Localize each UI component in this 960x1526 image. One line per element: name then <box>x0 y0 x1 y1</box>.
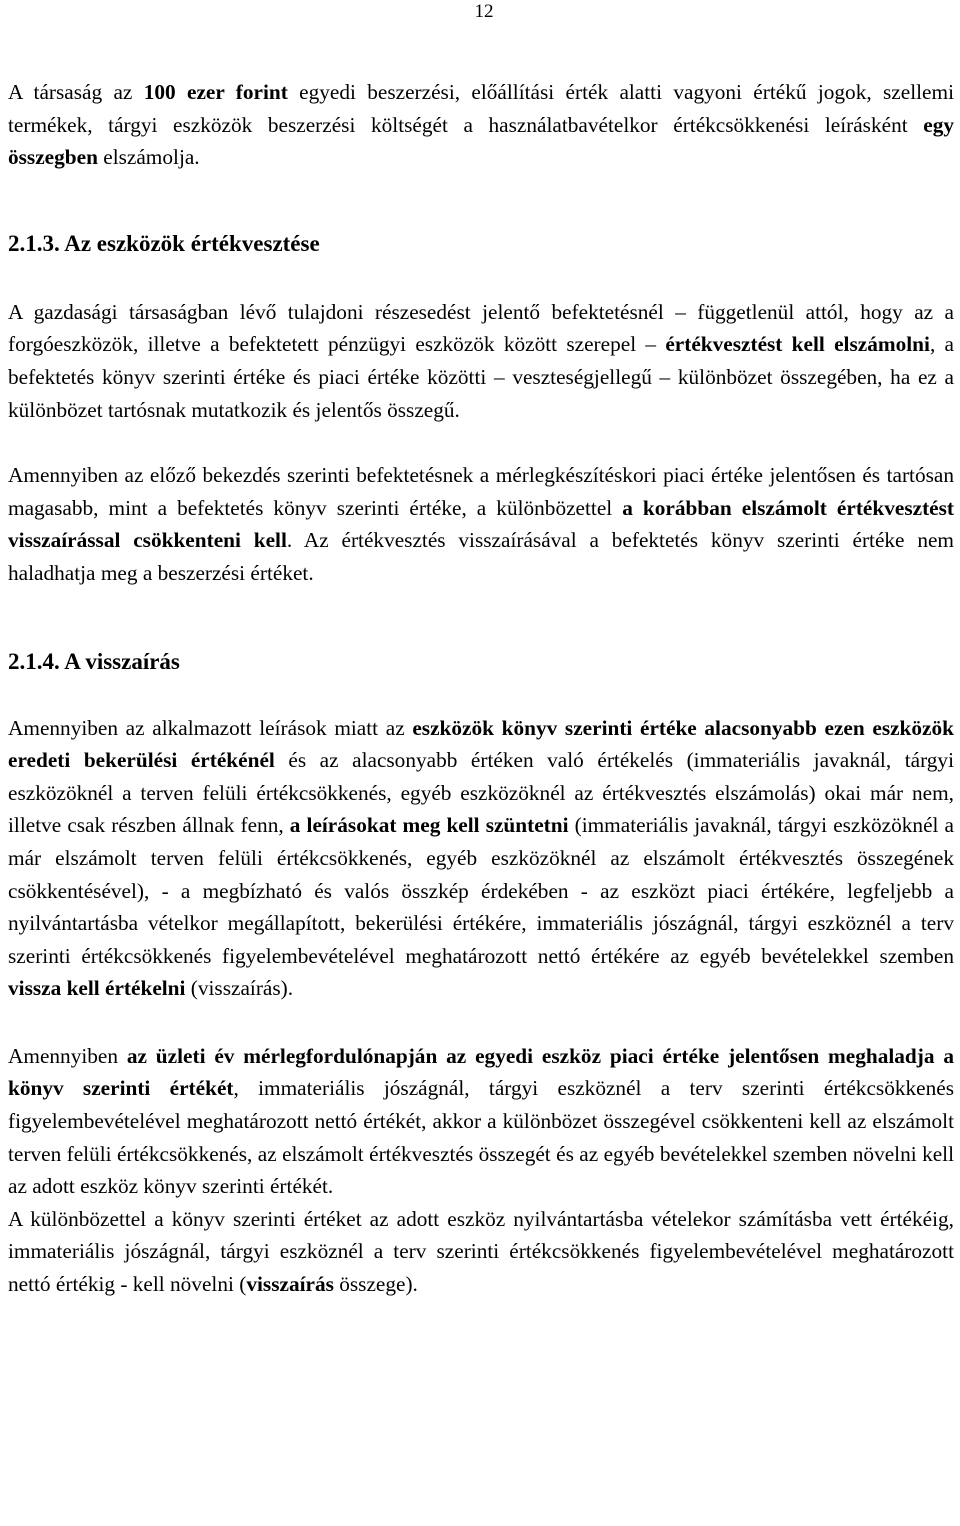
document-body <box>8 76 954 1301</box>
text-run: Amennyiben az előző bekezdés szerinti befektetésnek a mérlegkészítéskori piaci értéke jelentősen és tartósan magasabb, mint a befektetés könyv szerinti értéke, a különbözettel <box>8 463 954 520</box>
bold-run: értékvesztést kell elszámolni <box>665 332 930 357</box>
page-number: 12 <box>474 1 494 22</box>
paragraph-market-value <box>8 1040 954 1203</box>
text-run: . Az értékvesztés visszaírásával a befektetés könyv szerinti értéke nem haladhatja meg a beszerzési értéket. <box>8 528 954 585</box>
bold-run: 100 ezer forint <box>143 80 288 104</box>
bold-run: az üzleti év mérlegfordulónapján az egyedi eszköz piaci értéke jelentősen meghaladja a könyv szerinti értékét <box>8 1043 954 1101</box>
bold-run: visszaírás <box>246 1272 334 1297</box>
section-heading-writeback: 2.1.4. A visszaírás <box>8 648 180 674</box>
section-heading-impairment: 2.1.3. Az eszközök értékvesztése <box>8 230 320 256</box>
text-run: Amennyiben az alkalmazott leírások miatt az <box>8 715 413 740</box>
bold-run: vissza kell értékelni <box>8 976 186 1001</box>
bold-run: a leírásokat meg kell szüntetni <box>289 813 569 838</box>
text-run: (visszaírás). <box>185 976 294 1001</box>
bold-run: a korábban elszámolt értékvesztést visszaírással csökkenteni kell <box>8 495 954 553</box>
paragraph-writeback-rule <box>8 712 954 1005</box>
paragraph-depreciation-one-sum <box>8 76 954 174</box>
text-run: A társaság az <box>8 80 144 104</box>
text-run: elszámolja. <box>97 145 200 170</box>
text-run: összege). <box>333 1272 418 1297</box>
text-run: , a befektetés könyv szerinti értéke és piaci értéke közötti – veszteségjellegű – különbözet összegében, ha ez a különbözet tartósnak mutatkozik és jelentős összegű. <box>8 332 954 422</box>
bold-run: egy összegben <box>8 112 954 170</box>
text-run: , immateriális jószágnál, tárgyi eszköznél a terv szerinti értékcsökkenés figyelembevételével meghatározott nettó értékét, akkor a különbözet összegével csökkenteni kell az elszámolt terven felüli értékcsökkenés, az elszámolt értékvesztés összegét és az egyéb bevételekkel szemben növelni kell az adott eszköz könyv szerinti értékét. <box>8 1076 954 1199</box>
paragraph-difference-increase <box>8 1203 954 1301</box>
text-run: egyedi beszerzési, előállítási érték alatti vagyoni értékű jogok, szellemi termékek, tárgyi eszközök beszerzési költségét a használatbavételkor értékcsökkenési leírásként <box>8 80 954 137</box>
text-run: A különbözettel a könyv szerinti értéket az adott eszköz nyilvántartásba vételekor számításba vett értékéig, immateriális jószágnál, tárgyi eszköznél a terv szerinti értékcsökkenés figyelembevételével meghatározott nettó értékig - kell növelni ( <box>8 1206 954 1297</box>
text-run: és az alacsonyabb értéken való értékelés (immateriális javaknál, tárgyi eszközöknél a terven felüli értékcsökkenés, egyéb eszközöknél az értékvesztés elszámolás) okai már nem, illetve csak részben állnak fenn, <box>8 748 954 838</box>
text-run: Amennyiben <box>8 1043 127 1068</box>
bold-run: eszközök könyv szerinti értéke alacsonyabb ezen eszközök eredeti bekerülési értékénél <box>8 715 954 773</box>
text-run: A gazdasági társaságban lévő tulajdoni részesedést jelentő befektetésnél – függetlenül attól, hogy az a forgóeszközök, illetve a befektetett pénzügyi eszközök között szerepel – <box>8 299 954 357</box>
paragraph-impairment-rule <box>8 296 954 426</box>
text-run: (immateriális javaknál, tárgyi eszközöknél a már elszámolt terven felüli értékcsökkenés, egyéb eszközöknél az elszámolt értékvesztés összegének csökkentésével), - a megbízható és valós összkép érdekében - az eszközt piaci értékére, legfeljebb a nyilvántartásba vételkor megállapított, bekerülési értékére, immateriális jószágnál, tárgyi eszköznél a terv szerinti értékcsökkenés figyelembevételével meghatározott nettó értékére az egyéb bevételekkel szemben <box>8 813 954 968</box>
paragraph-impairment-reversal <box>8 459 954 589</box>
